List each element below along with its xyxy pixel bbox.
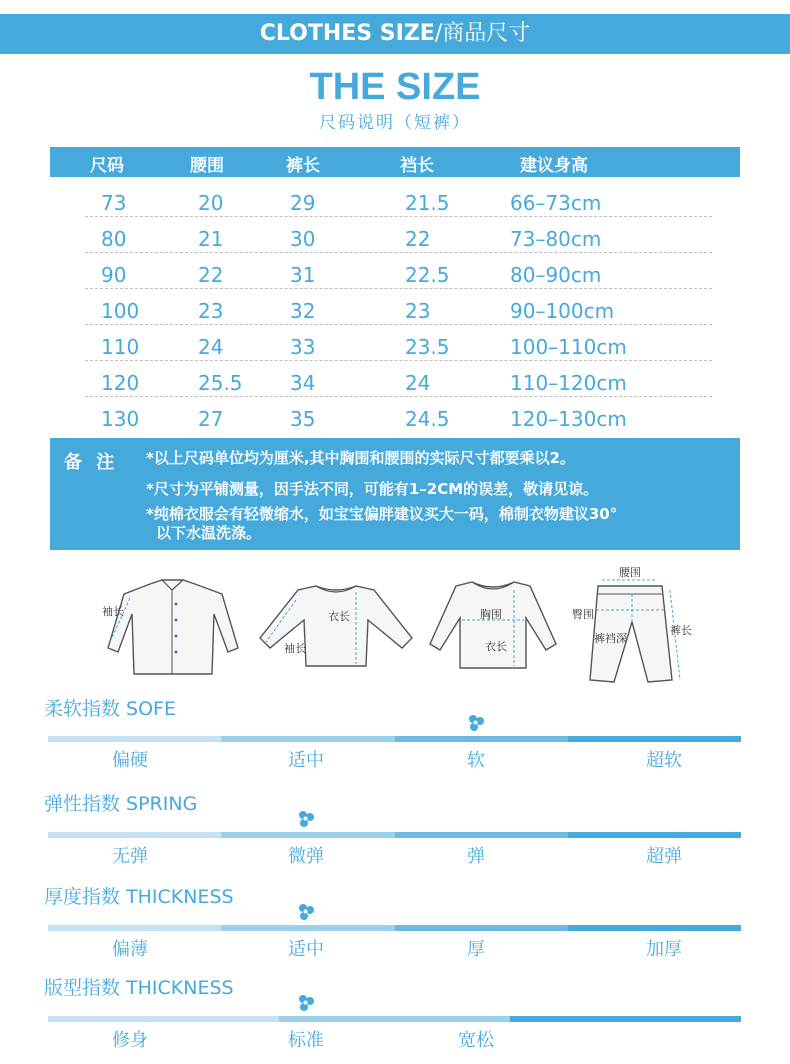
cell-size: 110 bbox=[101, 335, 140, 359]
cell-size: 130 bbox=[101, 407, 140, 431]
elasticity-index-title: 弹性指数 SPRING bbox=[44, 793, 198, 815]
cell-waist: 20 bbox=[198, 191, 224, 215]
note-line: *尺寸为平铺测量，因手法不同，可能有1–2CM的误差，敬请见谅。 bbox=[146, 480, 599, 498]
thickness-level-label: 加厚 bbox=[646, 939, 682, 960]
table-row bbox=[85, 253, 712, 289]
tshirt-diagram bbox=[426, 576, 560, 672]
cell-waist: 25.5 bbox=[198, 371, 243, 395]
tshirt-length-label: 衣长 bbox=[485, 640, 507, 653]
thickness-level-label: 厚 bbox=[467, 939, 485, 960]
pants-hip-label: 臀围 bbox=[572, 608, 594, 621]
pants-length-label: 裤长 bbox=[670, 624, 692, 637]
table-row bbox=[85, 289, 712, 325]
col-header-size: 尺码 bbox=[90, 156, 124, 176]
cell-size: 90 bbox=[101, 263, 127, 287]
fit-level-label: 标准 bbox=[288, 1030, 324, 1051]
note-line: *以上尺码单位均为厘米,其中胸围和腰围的实际尺寸都要乘以2。 bbox=[146, 449, 575, 467]
pants-rise-label: 裤裆深 bbox=[594, 632, 627, 645]
col-header-length: 裤长 bbox=[286, 156, 320, 176]
cell-size: 80 bbox=[101, 227, 127, 251]
size-table-header bbox=[50, 147, 740, 177]
softness-scale-bar bbox=[48, 736, 741, 742]
fit-index-title: 版型指数 THICKNESS bbox=[44, 977, 234, 999]
cell-height: 73–80cm bbox=[510, 227, 602, 251]
cell-height: 120–130cm bbox=[510, 407, 627, 431]
cell-length: 34 bbox=[290, 371, 316, 395]
cell-length: 35 bbox=[290, 407, 316, 431]
sweater-sleeve-label: 袖长 bbox=[284, 642, 306, 655]
header-title-cn: /商品尺寸 bbox=[434, 21, 531, 46]
col-header-rise: 裆长 bbox=[400, 156, 434, 176]
softness-index-title: 柔软指数 SOFE bbox=[44, 698, 176, 720]
cell-rise: 23 bbox=[405, 299, 431, 323]
elasticity-scale-bar bbox=[48, 832, 741, 838]
shirt-diagram bbox=[100, 578, 245, 678]
cell-waist: 24 bbox=[198, 335, 224, 359]
elasticity-level-label: 微弹 bbox=[288, 846, 324, 867]
cell-rise: 21.5 bbox=[405, 191, 450, 215]
sweater-length-label: 衣长 bbox=[328, 610, 350, 623]
cell-rise: 24.5 bbox=[405, 407, 450, 431]
fit-level-label: 修身 bbox=[112, 1030, 148, 1051]
cell-height: 80–90cm bbox=[510, 263, 602, 287]
elasticity-marker-icon bbox=[296, 809, 316, 829]
elasticity-level-label: 无弹 bbox=[112, 846, 148, 867]
main-title: THE SIZE bbox=[309, 66, 481, 108]
cell-waist: 23 bbox=[198, 299, 224, 323]
notes-label: 备 注 bbox=[64, 452, 119, 473]
subtitle: 尺码说明（短裤） bbox=[319, 113, 471, 133]
softness-level-label: 适中 bbox=[288, 750, 324, 771]
fit-scale-bar bbox=[48, 1016, 741, 1022]
fit-level-label: 宽松 bbox=[458, 1030, 494, 1051]
cell-rise: 23.5 bbox=[405, 335, 450, 359]
cell-length: 32 bbox=[290, 299, 316, 323]
cell-length: 33 bbox=[290, 335, 316, 359]
table-row bbox=[85, 325, 712, 361]
thickness-marker-icon bbox=[296, 902, 316, 922]
cell-length: 29 bbox=[290, 191, 316, 215]
elasticity-level-label: 弹 bbox=[467, 846, 485, 867]
note-line: *纯棉衣服会有轻微缩水，如宝宝偏胖建议买大一码，棉制衣物建议30° bbox=[146, 505, 618, 523]
cell-height: 100–110cm bbox=[510, 335, 627, 359]
cell-rise: 22 bbox=[405, 227, 431, 251]
table-row bbox=[85, 181, 712, 217]
elasticity-level-label: 超弹 bbox=[646, 846, 682, 867]
cell-rise: 24 bbox=[405, 371, 431, 395]
cell-length: 30 bbox=[290, 227, 316, 251]
softness-level-label: 超软 bbox=[646, 750, 682, 771]
notes-panel bbox=[50, 438, 740, 550]
cell-height: 90–100cm bbox=[510, 299, 615, 323]
thickness-scale-bar bbox=[48, 925, 741, 931]
table-row bbox=[85, 217, 712, 253]
note-line: 以下水温洗涤。 bbox=[156, 524, 262, 542]
pants-waist-label: 腰围 bbox=[619, 566, 641, 579]
header-title-en: CLOTHES SIZE bbox=[259, 21, 435, 46]
cell-waist: 22 bbox=[198, 263, 224, 287]
thickness-index-title: 厚度指数 THICKNESS bbox=[44, 886, 234, 908]
shirt-sleeve-label: 袖长 bbox=[102, 605, 124, 618]
cell-size: 100 bbox=[101, 299, 140, 323]
thickness-level-label: 适中 bbox=[288, 939, 324, 960]
table-row bbox=[85, 361, 712, 397]
tshirt-chest-label: 胸围 bbox=[480, 608, 502, 621]
fit-marker-icon bbox=[296, 993, 316, 1013]
cell-size: 73 bbox=[101, 191, 127, 215]
softness-marker-icon bbox=[466, 713, 486, 733]
col-header-height: 建议身高 bbox=[520, 156, 588, 176]
table-row bbox=[85, 397, 712, 433]
cell-length: 31 bbox=[290, 263, 316, 287]
sweater-diagram bbox=[256, 580, 416, 670]
cell-waist: 21 bbox=[198, 227, 224, 251]
header-bar bbox=[0, 14, 790, 54]
cell-height: 66–73cm bbox=[510, 191, 602, 215]
cell-rise: 22.5 bbox=[405, 263, 450, 287]
softness-level-label: 偏硬 bbox=[112, 750, 148, 771]
softness-level-label: 软 bbox=[467, 750, 485, 771]
col-header-waist: 腰围 bbox=[190, 156, 224, 176]
cell-size: 120 bbox=[101, 371, 140, 395]
cell-waist: 27 bbox=[198, 407, 224, 431]
thickness-level-label: 偏薄 bbox=[112, 939, 148, 960]
cell-height: 110–120cm bbox=[510, 371, 627, 395]
